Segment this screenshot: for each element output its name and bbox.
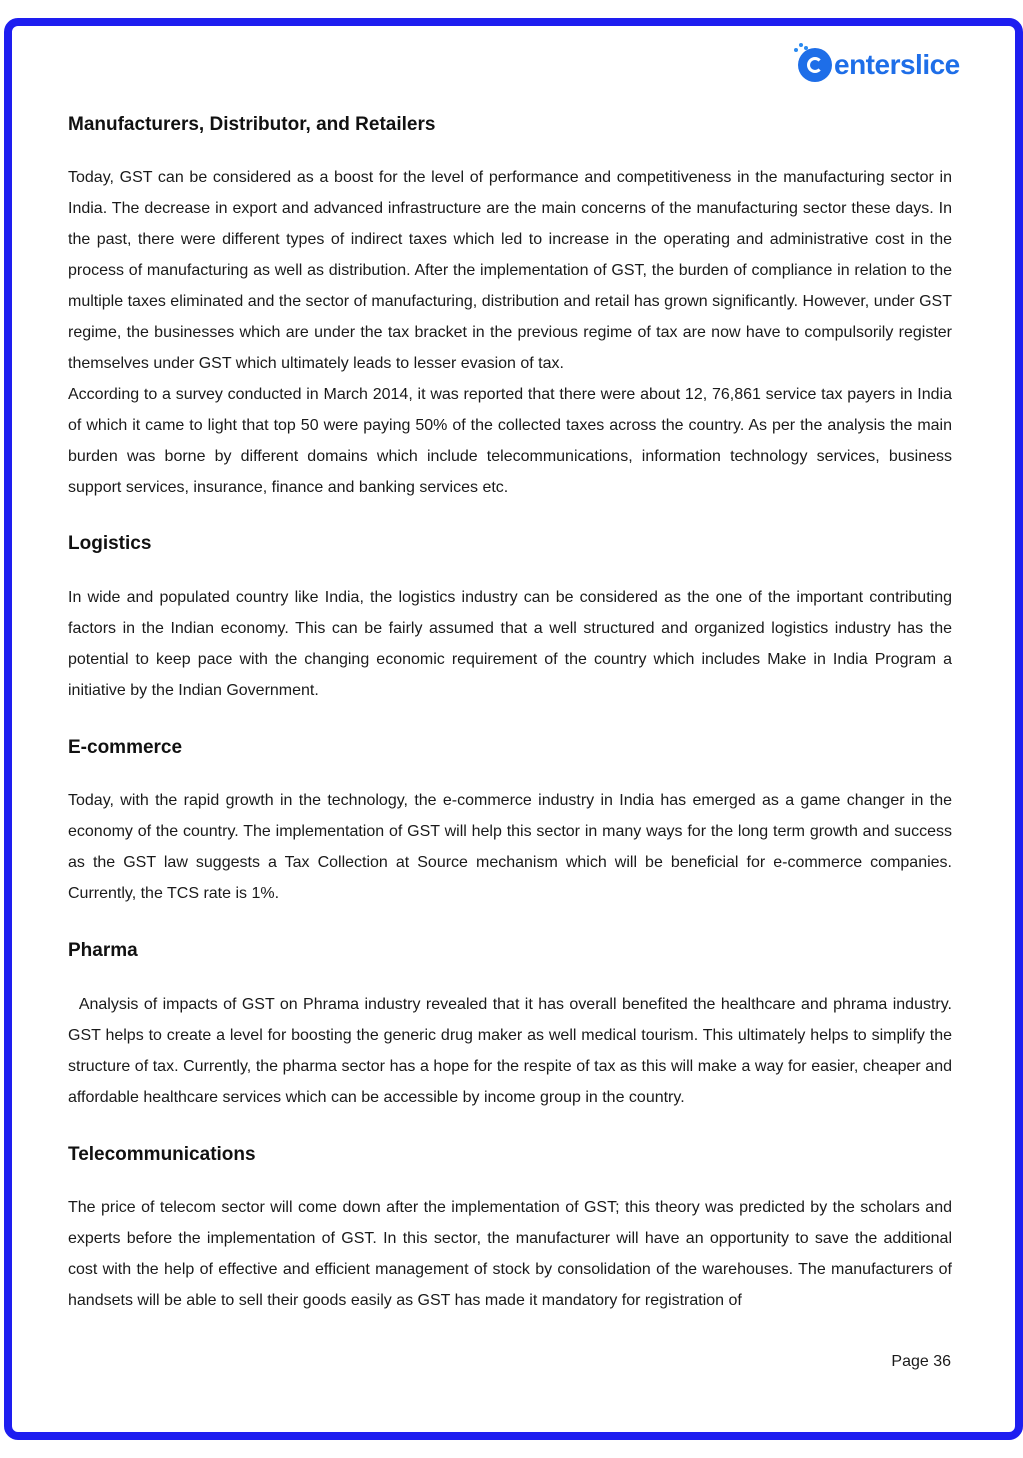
section-ecommerce <box>68 737 952 909</box>
paragraph: Analysis of impacts of GST on Phrama industry revealed that it has overall benefited the healthcare and phrama industry. GST helps to create a level for boosting the generic drug maker as well medical tourism. This ultimately helps to simplify the structure of tax. Currently, the pharma sector has a hope for the respite of tax as this will make a way for easier, cheaper and affordable healthcare services which can be accessible by income group in the country. <box>68 996 961 1106</box>
section-manufacturers <box>68 114 952 503</box>
section-heading: Pharma <box>68 940 138 961</box>
paragraph: In wide and populated country like India, the logistics industry can be considered as the one of the important contributing factors in the Indian economy. This can be fairly assumed that a well structured and organized logistics industry has the potential to keep pace with the changing economic requirement of the country which includes Make in India Program a initiative by the Indian Government. <box>68 589 952 699</box>
logo-e-icon <box>798 48 832 82</box>
enterslice-logo <box>798 42 960 88</box>
section-logistics <box>68 533 952 706</box>
paragraph: According to a survey conducted in March 2014, it was reported that there were about 12, 76,861 service tax payers in India of which it came to light that top 50 were paying 50% of the collected taxes across the country. As per the analysis the main burden was borne by different domains which include telecommunications, information technology services, business support services, insurance, finance and banking services etc. <box>68 386 952 496</box>
paragraph: Today, GST can be considered as a boost for the level of performance and competitiveness in the manufacturing sector in India. The decrease in export and advanced infrastructure are the main concerns of the manufacturing sector these days. In the past, there were different types of indirect taxes which led to increase in the operating and administrative cost in the process of manufacturing as well as distribution. After the implementation of GST, the burden of compliance in relation to the multiple taxes eliminated and the sector of manufacturing, distribution and retail has grown significantly. However, under GST regime, the businesses which are under the tax bracket in the previous regime of tax are now have to compulsorily register themselves under GST which ultimately leads to lesser evasion of tax. <box>68 169 952 372</box>
section-heading: Manufacturers, Distributor, and Retailers <box>68 114 436 135</box>
section-telecommunications <box>68 1144 952 1316</box>
section-heading: Logistics <box>68 533 152 554</box>
paragraph: The price of telecom sector will come down after the implementation of GST; this theory was predicted by the scholars and experts before the implementation of GST. In this sector, the manufacturer will have an opportunity to save the additional cost with the help of effective and efficient management of stock by consolidation of the warehouses. The manufacturers of handsets will be able to sell their goods easily as GST has made it mandatory for registration of <box>68 1199 952 1309</box>
paragraph: Today, with the rapid growth in the technology, the e-commerce industry in India has emerged as a game changer in the economy of the country. The implementation of GST will help this sector in many ways for the long term growth and success as the GST law suggests a Tax Collection at Source mechanism which will be beneficial for e-commerce companies. Currently, the TCS rate is 1%. <box>68 792 952 902</box>
logo-wordmark: enterslice <box>834 49 960 80</box>
section-heading: Telecommunications <box>68 1144 256 1165</box>
section-heading: E-commerce <box>68 737 183 758</box>
page-number: Page 36 <box>891 1353 951 1370</box>
section-pharma <box>68 940 961 1113</box>
